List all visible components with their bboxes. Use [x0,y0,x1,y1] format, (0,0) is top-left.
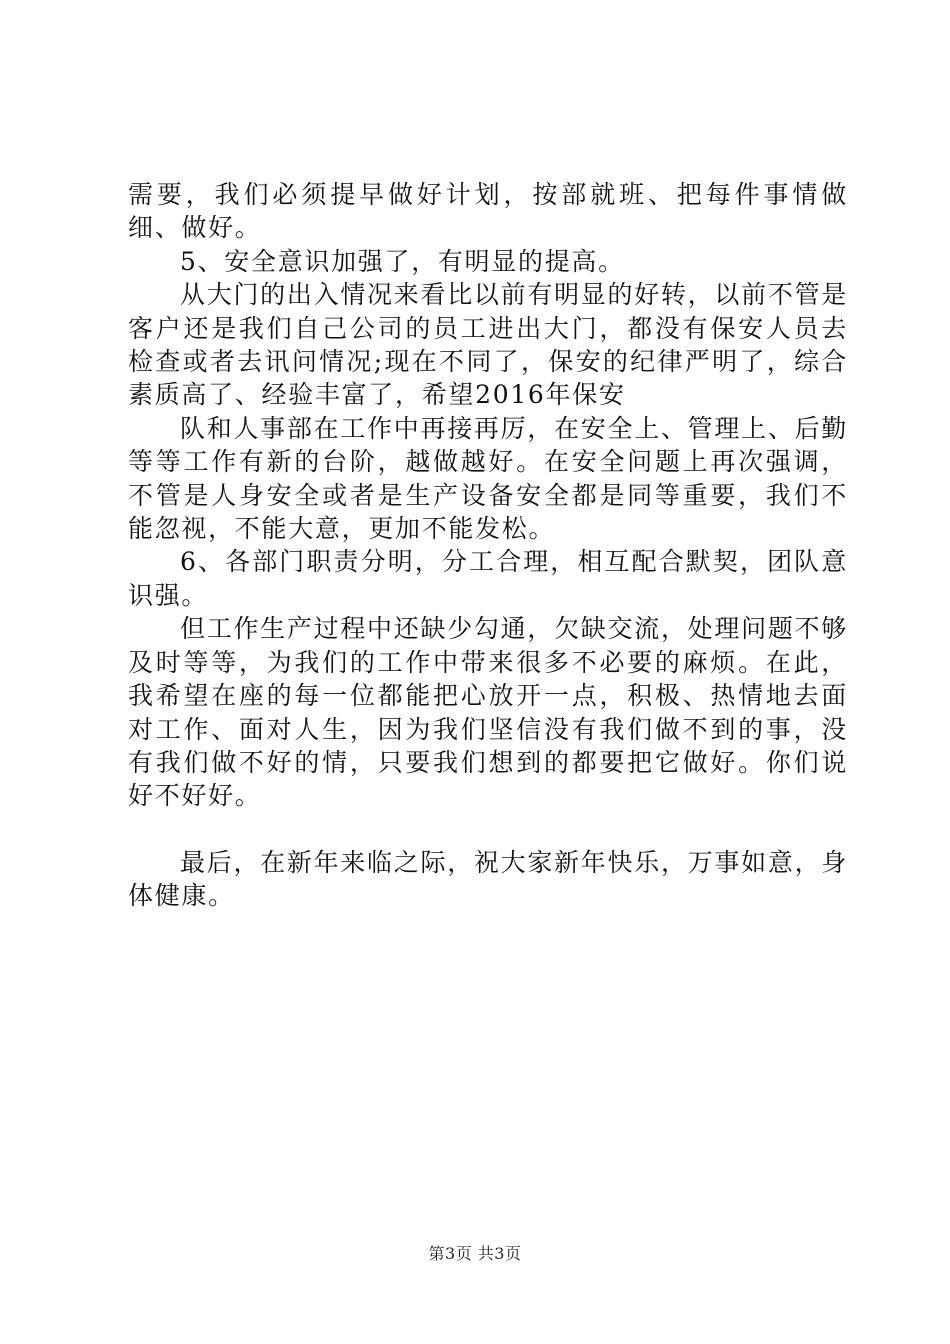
paragraph-item-5: 5、安全意识加强了，有明显的提高。 [180,246,625,276]
paragraph-gate-security: 从大门的出入情况来看比以前有明显的好转，以前不管是客户还是我们自己公司的员工进出大门，都没有保安人员去检查或者去讯问情况;现在不同了，保安的纪律严明了，综合素质高了、经验丰富了，希望2016年保安 [128,280,848,410]
page-footer: 第3页 共3页 [428,1244,522,1263]
paragraph-spacer [128,813,848,846]
paragraph-item-6: 6、各部门职责分明，分工合理，相互配合默契，团队意识强。 [128,547,848,610]
document-body [128,178,848,913]
paragraph-communication: 但工作生产过程中还缺少勾通，欠缺交流，处理问题不够及时等等，为我们的工作中带来很多不必要的麻烦。在此，我希望在座的每一位都能把心放开一点，积极、热情地去面对工作、面对人生，因为我们坚信没有我们做不到的事，没有我们做不好的情，只要我们想到的都要把它做好。你们说好不好好。 [128,614,848,811]
paragraph-closing: 最后，在新年来临之际，祝大家新年快乐，万事如意，身体健康。 [128,847,848,911]
paragraph-team-hr: 队和人事部在工作中再接再厉，在安全上、管理上、后勤等等工作有新的台阶，越做越好。在安全问题上再次强调，不管是人身安全或者是生产设备安全都是同等重要，我们不能忽视，不能大意，更加不能发松。 [128,413,848,544]
paragraph-continuation: 需要，我们必须提早做好计划，按部就班、把每件事情做细、做好。 [128,180,848,243]
